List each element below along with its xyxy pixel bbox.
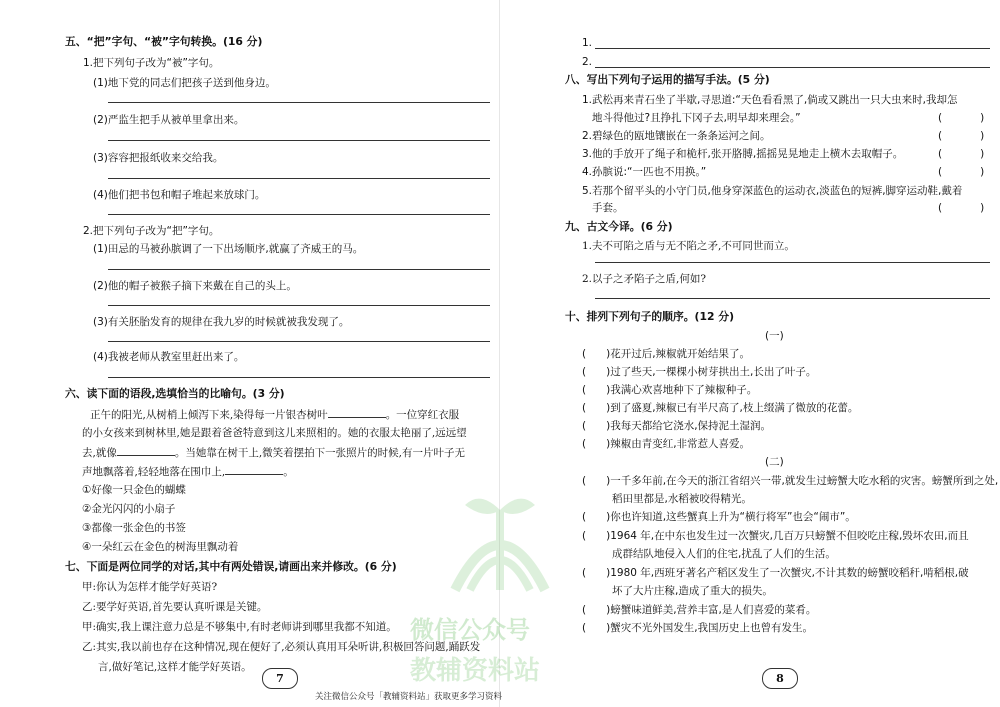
s8-item-1b: 地斗得他过?且挣扎下冈子去,明早却来理会。” bbox=[592, 112, 801, 124]
answer-line bbox=[108, 269, 490, 270]
s5-q2-item-4: (4)我被老师从教室里赶出来了。 bbox=[93, 351, 245, 363]
answer-line bbox=[108, 341, 490, 342]
s6-option-3: ③都像一张金色的书签 bbox=[82, 522, 186, 534]
s5-q2: 2.把下列句子改为“把”字句。 bbox=[83, 225, 220, 237]
s8-item-4: 4.孙膑说:“一匹也不用换。” bbox=[582, 166, 707, 178]
s7-dialog-1: 甲:你认为怎样才能学好英语? bbox=[82, 581, 218, 593]
s5-q2-item-3: (3)有关胚胎发育的规律在我九岁的时候就被我发现了。 bbox=[93, 316, 350, 328]
s10-g2-item-3a: ( )1964 年,在中东也发生过一次蟹灾,几百万只螃蟹不但咬吃庄稼,毁坏农田,而且 bbox=[582, 530, 969, 542]
s5-q1: 1.把下列句子改为“被”字句。 bbox=[83, 57, 220, 69]
answer-paren[interactable]: ( ) bbox=[938, 112, 985, 124]
s10-g2-item-3b: 成群结队地侵入人们的住宅,扰乱了人们的生活。 bbox=[612, 548, 836, 560]
answer-line bbox=[108, 102, 490, 103]
s9-item-1: 1.夫不可陷之盾与无不陷之矛,不可同世而立。 bbox=[582, 240, 795, 252]
s10-g2-item-6: ( )蟹灾不光外国发生,我国历史上也曾有发生。 bbox=[582, 622, 814, 634]
s9-item-2: 2.以子之矛陷子之盾,何如? bbox=[582, 273, 706, 285]
s6-text: 。 bbox=[283, 466, 294, 478]
s5-q2-item-2: (2)他的帽子被猴子摘下来戴在自己的头上。 bbox=[93, 280, 297, 292]
s10-text: )1964 年,在中东也发生过一次蟹灾,几百万只螃蟹不但咬吃庄稼,毁坏农田,而且 bbox=[606, 530, 969, 542]
s7-dialog-3: 甲:确实,我上课注意力总是不够集中,有时老师讲到哪里我都不知道。 bbox=[82, 621, 397, 633]
s10-text: )过了些天,一棵棵小树芽拱出土,长出了叶子。 bbox=[606, 366, 817, 378]
answer-line bbox=[595, 48, 990, 49]
s6-text: 声地飘落着,轻轻地落在围巾上, bbox=[82, 466, 226, 478]
s5-q1-item-4: (4)他们把书包和帽子堆起来放球门。 bbox=[93, 189, 266, 201]
answer-line bbox=[108, 140, 490, 141]
s10-g1-item-5: ( )我每天都给它浇水,保持泥土湿润。 bbox=[582, 420, 772, 432]
s5-q1-item-3: (3)容容把报纸收来交给我。 bbox=[93, 152, 224, 164]
s10-text: )一千多年前,在今天的浙江省绍兴一带,就发生过螃蟹大吃水稻的灾害。螃蟹所到之处, bbox=[606, 475, 999, 487]
s10-g2-item-4a: ( )1980 年,西班牙著名产稻区发生了一次蟹灾,不计其数的螃蟹咬稻秆,啃稻根,破 bbox=[582, 567, 969, 579]
section-6-title: 六、读下面的语段,选填恰当的比喻句。(3 分) bbox=[65, 387, 285, 400]
answer-line bbox=[108, 214, 490, 215]
fill-blank[interactable] bbox=[225, 464, 283, 475]
s10-text: )我满心欢喜地种下了辣椒种子。 bbox=[606, 384, 758, 396]
section-8-title: 八、写出下列句子运用的描写手法。(5 分) bbox=[565, 73, 770, 86]
s6-paragraph-line-3 bbox=[82, 445, 465, 460]
s10-g1-item-3: ( )我满心欢喜地种下了辣椒种子。 bbox=[582, 384, 758, 396]
answer-line bbox=[108, 178, 490, 179]
footer-note: 关注微信公众号「教辅资料站」获取更多学习资料 bbox=[315, 692, 503, 702]
answer-paren[interactable]: ( ) bbox=[938, 202, 985, 214]
right-page bbox=[500, 0, 1000, 707]
s10-text: )到了盛夏,辣椒已有半尺高了,枝上缀满了微放的花蕾。 bbox=[606, 402, 859, 414]
answer-line bbox=[595, 262, 990, 263]
answer-line bbox=[595, 67, 990, 68]
watermark-text-2: 教辅资料站 bbox=[410, 656, 541, 686]
s10-g2-item-1a: ( )一千多年前,在今天的浙江省绍兴一带,就发生过螃蟹大吃水稻的灾害。螃蟹所到之处, bbox=[582, 475, 999, 487]
section-7-title: 七、下面是两位同学的对话,其中有两处错误,请画出来并修改。(6 分) bbox=[65, 560, 397, 573]
answer-label-2: 2. bbox=[582, 56, 593, 68]
section-9-title: 九、古文今译。(6 分) bbox=[565, 220, 673, 233]
fill-blank[interactable] bbox=[328, 407, 386, 418]
fill-blank[interactable] bbox=[117, 445, 175, 456]
s7-dialog-4: 乙:其实,我以前也存在这种情况,现在便好了,必须认真用耳朵听讲,积极回答问题,踊跃发 bbox=[82, 641, 481, 653]
s7-dialog-2: 乙:要学好英语,首先要认真听课是关键。 bbox=[82, 601, 268, 613]
watermark-text-1: 微信公众号 bbox=[410, 616, 530, 644]
answer-paren[interactable]: ( ) bbox=[938, 166, 985, 178]
s10-g1-item-4: ( )到了盛夏,辣椒已有半尺高了,枝上缀满了微放的花蕾。 bbox=[582, 402, 859, 414]
s10-text: )我每天都给它浇水,保持泥土湿润。 bbox=[606, 420, 772, 432]
s6-option-1: ①好像一只金色的蝴蝶 bbox=[82, 484, 186, 496]
answer-line bbox=[595, 298, 990, 299]
page-number-right: 8 bbox=[762, 668, 798, 689]
s5-q1-item-1: (1)地下党的同志们把孩子送到他身边。 bbox=[93, 77, 276, 89]
s6-option-2: ②金光闪闪的小扇子 bbox=[82, 503, 176, 515]
s10-group-2-label: (二) bbox=[765, 456, 784, 468]
s8-item-2: 2.碧绿色的瓯地镶嵌在一条条运河之间。 bbox=[582, 130, 771, 142]
watermark-logo-icon bbox=[425, 480, 575, 620]
answer-line bbox=[108, 377, 490, 378]
s5-q2-item-1: (1)田忌的马被孙膑调了一下出场顺序,就赢了齐威王的马。 bbox=[93, 243, 364, 255]
s10-g1-item-6: ( )辣椒由青变红,非常惹人喜爱。 bbox=[582, 438, 751, 450]
s10-text: )螃蟹味道鲜美,营养丰富,是人们喜爱的菜肴。 bbox=[606, 604, 817, 616]
s10-g1-item-1: ( )花开过后,辣椒就开始结果了。 bbox=[582, 348, 751, 360]
answer-label-1: 1. bbox=[582, 37, 593, 49]
s8-item-5b: 手套。 bbox=[592, 202, 624, 214]
answer-paren[interactable]: ( ) bbox=[938, 130, 985, 142]
s10-g2-item-4b: 坏了大片庄稼,造成了重大的损失。 bbox=[612, 585, 773, 597]
s10-text: )花开过后,辣椒就开始结果了。 bbox=[606, 348, 751, 360]
s8-item-1a: 1.武松再来青石坐了半歇,寻思道:“天色看看黑了,倘或又跳出一只大虫来时,我却怎 bbox=[582, 94, 958, 106]
section-10-title: 十、排列下列句子的顺序。(12 分) bbox=[565, 310, 735, 323]
answer-line bbox=[108, 305, 490, 306]
s10-text: )蟹灾不光外国发生,我国历史上也曾有发生。 bbox=[606, 622, 814, 634]
s6-paragraph-line-4 bbox=[82, 464, 294, 479]
s10-g2-item-2: ( )你也许知道,这些蟹真上升为“横行将军”也会“闹市”。 bbox=[582, 511, 856, 523]
answer-paren[interactable]: ( ) bbox=[938, 148, 985, 160]
s10-g2-item-1b: 稻田里都是,水稻被咬得精光。 bbox=[612, 493, 752, 505]
s6-text: 。当她靠在树干上,微笑着摆拍下一张照片的时候,有一片叶子无 bbox=[174, 447, 466, 459]
s10-text: )你也许知道,这些蟹真上升为“横行将军”也会“闹市”。 bbox=[606, 511, 856, 523]
s6-text: 。一位穿红衣服 bbox=[385, 409, 460, 421]
s10-g1-item-2: ( )过了些天,一棵棵小树芽拱出土,长出了叶子。 bbox=[582, 366, 817, 378]
s6-paragraph-line-2: 的小女孩来到树林里,她是跟着爸爸特意到这儿来照相的。她的衣服太艳丽了,远远望 bbox=[82, 427, 467, 439]
s5-q1-item-2: (2)严监生把手从被单里拿出来。 bbox=[93, 114, 245, 126]
s10-g2-item-5: ( )螃蟹味道鲜美,营养丰富,是人们喜爱的菜肴。 bbox=[582, 604, 817, 616]
s8-item-3: 3.他的手放开了绳子和桅杆,张开胳膊,摇摇晃晃地走上横木去取帽子。 bbox=[582, 148, 904, 160]
s6-text: 正午的阳光,从树梢上倾泻下来,染得每一片银杏树叶 bbox=[90, 409, 328, 421]
s6-option-4: ④一朵红云在金色的树海里飘动着 bbox=[82, 541, 239, 553]
s6-paragraph-line-1 bbox=[90, 407, 459, 422]
s7-dialog-5: 言,做好笔记,这样才能学好英语。 bbox=[98, 661, 252, 673]
section-5-title: 五、“把”字句、“被”字句转换。(16 分) bbox=[65, 35, 263, 48]
s10-group-1-label: (一) bbox=[765, 330, 784, 342]
s8-item-5a: 5.若那个留平头的小守门员,他身穿深蓝色的运动衣,淡蓝色的短裤,脚穿运动鞋,戴着 bbox=[582, 185, 963, 197]
page-number-left: 7 bbox=[262, 668, 298, 689]
s10-text: )辣椒由青变红,非常惹人喜爱。 bbox=[606, 438, 751, 450]
s10-text: )1980 年,西班牙著名产稻区发生了一次蟹灾,不计其数的螃蟹咬稻秆,啃稻根,破 bbox=[606, 567, 969, 579]
s6-text: 去,就像 bbox=[82, 447, 117, 459]
